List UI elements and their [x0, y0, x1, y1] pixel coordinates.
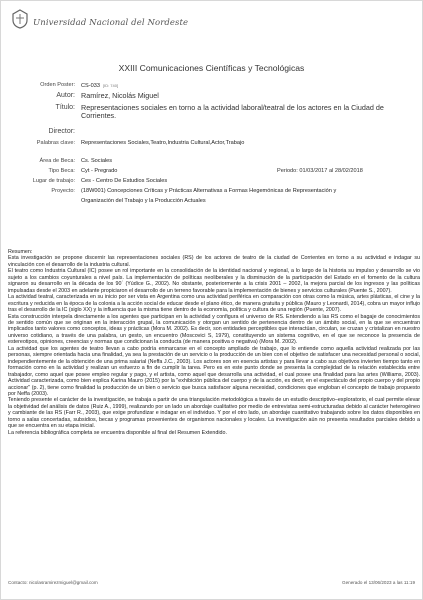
proyecto-label: Proyecto: — [51, 188, 75, 194]
periodo-value: 01/03/2017 al 28/02/2018 — [299, 168, 363, 174]
area-label: Área de Beca: — [39, 158, 75, 164]
lugar-label: Lugar de trabajo: — [32, 178, 75, 184]
abstract-paragraph-3: La actividad teatral, caracterizada en su inicio por ser vista en Argentina como una actividad periférica en comparación con otras como la música, artes plásticas, el cine y la escritura y reducida en la época de la colonia a la acción social de educar desde el plano ético, de manera gratuita y pública (Mauro y Leonardi, 2014), cobra un mayor influjo tras el desarrollo de la IC (siglo XX) y la influencia que la misma tiene dentro de la economía, política y cultura de una región (Puente, 2007). — [8, 294, 420, 314]
abstract — [8, 249, 420, 436]
footer-contact: Contacto: nicolasramirezmiguel@gmail.com — [8, 580, 98, 585]
abstract-heading: Resumen: — [8, 249, 33, 255]
university-name: Universidad Nacional del Nordeste — [33, 18, 189, 28]
periodo-label: Periodo: — [277, 168, 298, 174]
title-label: Título: — [55, 104, 75, 111]
footer-generated: Generado el 13/06/2023 a las 11:19 — [342, 580, 415, 585]
university-crest-icon — [11, 9, 29, 29]
author-value: Ramírez, Nicolás Miguel — [81, 91, 159, 100]
tipo-label: Tipo Beca: — [48, 168, 75, 174]
abstract-paragraph-5: La actividad que los agentes de teatro llevan a cabo podría enmarcarse en el concepto ampliado de trabajo, que lo entiende como aquella actividad realizada por las personas, siempre orientada hacia una finalidad, ya sea la prestación de un servicio o la producción de un bien con el objetivo de satisfacer una necesidad personal o social, independientemente de la obtención de una prima salarial (Neffa J.C., 2003). Los actores son en esencia artistas y para llevar a cabo sus objetivos invierten tiempo tanto en formación como en la actividad y realizan un esfuerzo a fin de cumplir la tarea. Pero es en este punto donde se presenta la complejidad de la relación establecida entre trabajador, como aquel que posee empleo regular y pago, y el artista, como aquel que desarrolla una actividad, el cual posee una finalidad para las artes (Williams, 2003). Actividad caracterizada, como bien explica Karina Mauro (2015) por la "exhibición pública del cuerpo y de la acción, es decir, en el espectáculo del propio cuerpo y del propio accionar" (p. 2), tiene como finalidad la producción de un bien o servicio que busca satisfacer alguna necesidad, condiciones que engloban el concepto de trabajo propuesto por Neffa (2003). — [8, 345, 420, 397]
area-value: Cs. Sociales — [81, 158, 113, 164]
proyecto-value-line-2: Organización del Trabajo y la Producción Actuales — [81, 198, 206, 204]
keywords-label: Palabras clave: — [36, 140, 75, 146]
tipo-value: Cyt - Pregrado — [81, 168, 118, 174]
university-logo — [11, 9, 188, 29]
periodo — [277, 168, 363, 175]
abstract-paragraph-2: El teatro como Industria Cultural (IC) posee un rol importante en la consolidación de la identidad nacional y regional, a lo largo de la historia su impulso y desarrollo se vio sujeto a los cambios coyunturales a nivel país. La implementación de políticas neoliberales y la disminución de la participación del Estado en el fomento de la cultura signaron su desarrollo en la década de los 90´ (Yúdice G., 2002). No obstante, posteriormente a la crisis 2001 – 2002, la mejora parcial de los ingresos y las políticas impulsadas desde el 2003 en adelante propiciaron el desarrollo de un terreno favorable para la implementación de bienes y servicios culturales (Puente S., 2007). — [8, 268, 420, 294]
proyecto-value-line-1: (18W001) Concepciones Críticas y Prácticas Alternativas a Formas Hegemónicas de Representación y — [81, 188, 337, 194]
author-label: Autor: — [56, 92, 75, 99]
abstract-paragraph-7: La referencia bibliográfica completa se encuentra disponible al final del Resumen Extendido. — [8, 429, 227, 436]
abstract-paragraph-6: Teniendo presente el carácter de la investigación, se trabaja a partir de una triangulación metodológica a través de un estudio descriptivo–exploratorio, el cual permite elevar la objetividad del análisis de datos (Ruiz A., 1999), realizando por un lado un abordaje cualitativo por medio de entrevistas semi-estructuradas debido al carácter heterogéneo y cambiante de las RS (Farr R., 2003), que exige profundizar e indagar en el individuo. Y por el otro lado, un abordaje cuantitativo trabajando sobre los datos disponibles en torno a salas concertadas, subsidios, becas y programas provenientes de organismos nacionales y locales. La investigación aún no presenta resultados parciales debido a que se encuentra en su etapa inicial. — [8, 397, 420, 430]
director-label: Director: — [48, 128, 75, 135]
keywords-value: Representaciones Sociales,Teatro,Industria Cultural,Actor,Trabajo — [81, 140, 245, 146]
event-title: XXIII Comunicaciones Científicas y Tecnológicas — [118, 63, 305, 73]
lugar-value: Ces - Centro De Estudios Sociales — [81, 178, 168, 184]
abstract-paragraph-1: Esta investigación se propone discernir las representaciones sociales (RS) de los actores de teatro de la ciudad de Corrientes en torno a su actividad e indagar su vinculación con el desarrollo de la industria cultural. — [8, 255, 420, 268]
title-value: Representaciones sociales en torno a la actividad laboral/teatral de los actores en la Ciudad de Corrientes. — [81, 103, 384, 121]
order-id: [ID: 740] — [102, 83, 119, 88]
order-label: Orden Poster: — [40, 82, 75, 88]
page-footer — [8, 580, 415, 585]
order-value: CS-033 [ID: 740] — [81, 83, 119, 89]
abstract-paragraph-4: Esta construcción interpela directamente a los agentes que participan en la actividad y configura el universo de RS. Entendiendo a las RS como el bagaje de conocimientos de sentido común que se originan en la interacción grupal, la comunicación y otorgan un sentido de pertenencia dentro de un ámbito social, en la que se encuentran implicados tanto valores como conceptos, ideas y prácticas (Mora M. 2002). Es decir, son entidades perceptibles que interactúan, circulan, se cruzan y cristalizan en nuestro universo cotidiano, a través de una palabra, un gesto, un encuentro (Moscovici S, 1979), constituyendo un sistema cognitivo, en el que se reconoce la presencia de estereotipos, opiniones, creencias y normas que condicionan la conducta (de manera positiva o negativa) (Mora M. 2002). — [8, 313, 420, 346]
